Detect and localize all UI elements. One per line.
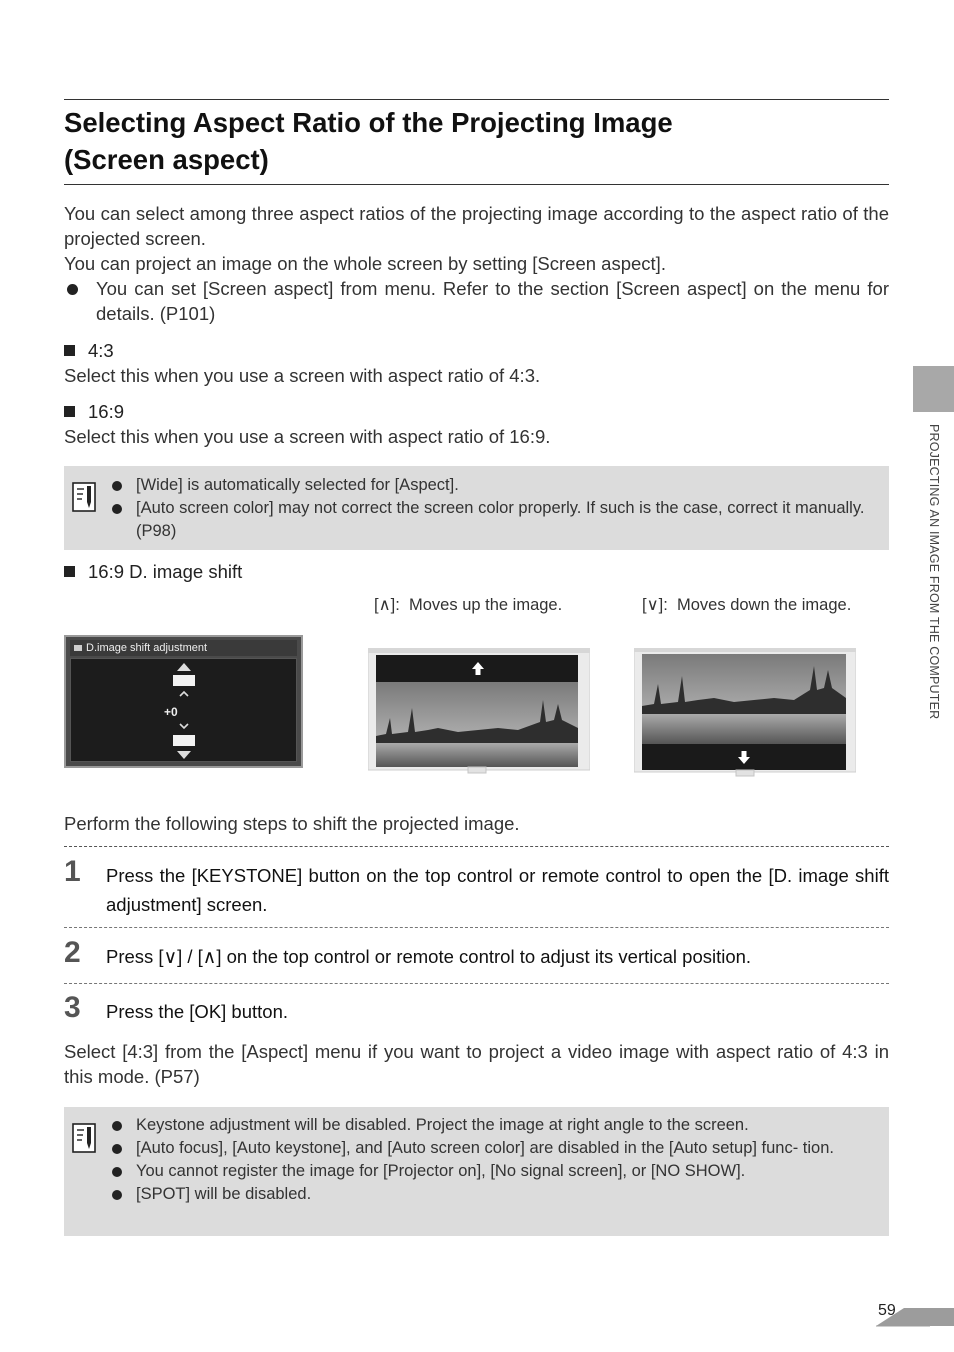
- title-line-2: (Screen aspect): [64, 144, 269, 175]
- option-16-9-text: Select this when you use a screen with aspect ratio of 16:9.: [64, 426, 551, 447]
- note-box-1: [64, 466, 889, 550]
- shift-heading: [64, 559, 242, 584]
- chapter-side-label: [927, 424, 941, 720]
- perform-intro: Perform the following steps to shift the projected image.: [64, 813, 520, 834]
- bullet-dot-icon: [112, 1121, 122, 1131]
- memo-icon: [72, 482, 96, 512]
- option-16-9-heading: [64, 399, 124, 424]
- dialog-header: [70, 640, 297, 656]
- note-1-item: [Auto screen color] may not correct the screen color properly. If such is the case, correct it manually. (P98): [136, 497, 877, 543]
- chapter-side-tab: [913, 366, 954, 412]
- title-bottom-rule: [64, 184, 889, 185]
- dialog-value: +0: [164, 705, 178, 719]
- after-steps-paragraph: Select [4:3] from the [Aspect] menu if you want to project a video image with aspect ratio of 4:3 in this mode. (P57): [64, 1041, 889, 1087]
- note-2-item: Keystone adjustment will be disabled. Project the image at right angle to the screen.: [136, 1114, 877, 1137]
- chevron-down-icon: [178, 722, 190, 730]
- caption-down-text: Moves down the image.: [677, 596, 852, 614]
- intro-paragraph-1: You can select among three aspect ratios of the projecting image according to the aspect ratio of the projected screen.: [64, 203, 889, 249]
- caption-up-key: [∧]:: [374, 596, 400, 614]
- bullet-dot-icon: [112, 504, 122, 514]
- step-3-text: Press the [OK] button.: [106, 1001, 289, 1022]
- lower-bar: [173, 735, 195, 746]
- up-arrow-icon: [176, 662, 192, 672]
- option-16-9-label: 16:9: [88, 401, 125, 422]
- option-4-3-heading: [64, 338, 114, 363]
- shift-heading-label: 16:9 D. image shift: [88, 561, 243, 582]
- intro-bullet-text: You can set [Screen aspect] from menu. Refer to the section [Screen aspect] on the menu for details. (P101): [96, 278, 889, 324]
- option-4-3-text: Select this when you use a screen with aspect ratio of 4:3.: [64, 365, 541, 386]
- caption-up-text: Moves up the image.: [409, 596, 563, 614]
- bullet-dot-icon: [112, 1144, 122, 1154]
- intro-bullet: [64, 276, 889, 326]
- bullet-dot-icon: [67, 284, 78, 295]
- note-1-item: [Wide] is automatically selected for [Aspect].: [136, 474, 877, 497]
- dialog-body: [70, 658, 297, 762]
- upper-bar: [173, 675, 195, 686]
- step-2-text: Press [∨] / [∧] on the top control or remote control to adjust its vertical position.: [106, 946, 752, 967]
- step-2-number: 2: [64, 936, 81, 969]
- chapter-side-label-text: PROJECTING AN IMAGE FROM THE COMPUTER: [927, 424, 941, 720]
- option-4-3-label: 4:3: [88, 340, 114, 361]
- title-line-1: Selecting Aspect Ratio of the Projecting Image: [64, 107, 673, 138]
- caption-up: [374, 594, 562, 616]
- step-divider: [64, 983, 889, 984]
- step-1-number: 1: [64, 855, 81, 888]
- dialog-icon: [74, 645, 82, 651]
- screen-image-shifted-down: [634, 648, 856, 778]
- note-box-2: [64, 1107, 889, 1236]
- square-bullet-icon: [64, 406, 75, 417]
- note-2-item: [SPOT] will be disabled.: [136, 1183, 877, 1206]
- caption-down-key: [∨]:: [642, 596, 668, 614]
- page-number: 59: [878, 1302, 896, 1319]
- step-divider: [64, 846, 889, 847]
- intro-paragraph-2: You can project an image on the whole screen by setting [Screen aspect].: [64, 253, 666, 274]
- memo-icon: [72, 1123, 96, 1153]
- d-image-shift-dialog-screenshot: [64, 635, 303, 768]
- dialog-title: D.image shift adjustment: [86, 642, 208, 654]
- chevron-up-icon: [178, 690, 190, 698]
- bullet-dot-icon: [112, 481, 122, 491]
- caption-down: [642, 594, 851, 616]
- step-1-text: Press the [KEYSTONE] button on the top control or remote control to open the [D. image shift adjustment] screen.: [106, 865, 889, 915]
- square-bullet-icon: [64, 345, 75, 356]
- screen-image-shifted-up: [368, 648, 590, 774]
- step-3-number: 3: [64, 991, 81, 1024]
- note-2-item: You cannot register the image for [Projector on], [No signal screen], or [NO SHOW].: [136, 1160, 877, 1183]
- page-title: [64, 104, 889, 178]
- step-divider: [64, 927, 889, 928]
- title-top-rule: [64, 99, 889, 100]
- down-arrow-icon: [176, 750, 192, 760]
- note-2-item: [Auto focus], [Auto keystone], and [Auto screen color] are disabled in the [Auto setup] func- tion.: [136, 1137, 877, 1160]
- bullet-dot-icon: [112, 1167, 122, 1177]
- square-bullet-icon: [64, 566, 75, 577]
- bullet-dot-icon: [112, 1190, 122, 1200]
